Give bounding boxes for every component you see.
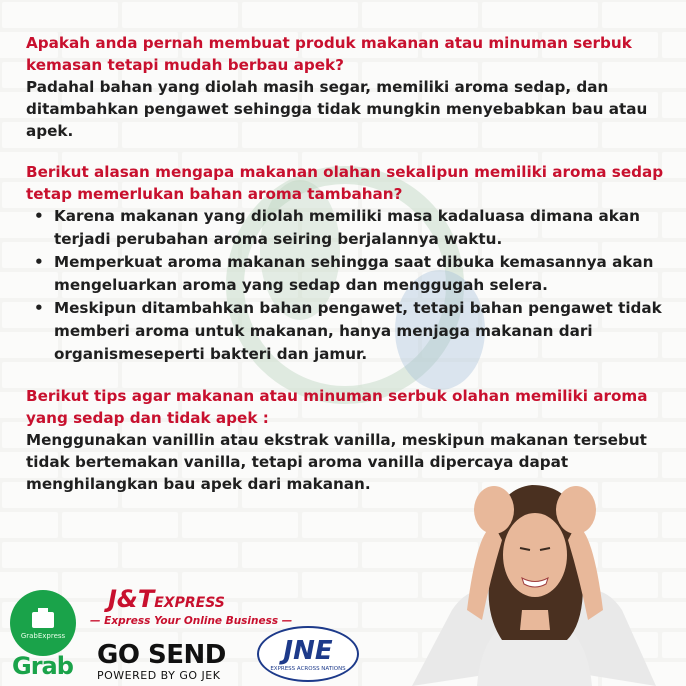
package-icon bbox=[10, 590, 76, 656]
jt-tagline: — Express Your Online Business — bbox=[90, 615, 293, 627]
grab-express-label: GrabExpress bbox=[20, 632, 66, 640]
intro-question: Apakah anda pernah membuat produk makanan atau minuman serbuk kemasan tetapi mudah berbau apek? bbox=[26, 34, 632, 74]
main-text bbox=[26, 32, 666, 495]
jne-logo bbox=[257, 626, 359, 682]
reasons-list bbox=[26, 205, 666, 366]
intro-answer: Padahal bahan yang diolah masih segar, memiliki aroma sedap, dan ditambahkan pengawet sehingga tidak mungkin menyebabkan bau atau apek. bbox=[26, 78, 648, 140]
list-item: • Meskipun ditambahkan bahan pengawet, tetapi bahan pengawet tidak memberi aroma untuk makanan, hanya menjaga makanan dari organismeseperti bakteri dan jamur. bbox=[54, 297, 666, 366]
tips-body: Menggunakan vanillin atau ekstrak vanilla, meskipun makanan tersebut tidak bertemakan vanilla, tetapi aroma vanilla dipercaya dapat menghilangkan bau apek dari makanan. bbox=[26, 431, 647, 493]
list-item: • Memperkuat aroma makanan sehingga saat dibuka kemasannya akan mengeluarkan aroma yang sedap dan menggugah selera. bbox=[54, 251, 666, 297]
jt-brand: J&T bbox=[108, 585, 155, 613]
grab-logo-text: Grab bbox=[12, 652, 73, 680]
list-item: • Karena makanan yang diolah memiliki masa kadaluasa dimana akan terjadi perubahan aroma seiring berjalannya waktu. bbox=[54, 205, 666, 251]
gojek-powered-by: POWERED BY GO JEK bbox=[97, 669, 221, 682]
stressed-woman-image bbox=[382, 470, 686, 686]
grab-express-logo bbox=[10, 590, 76, 656]
jne-brand: JNE bbox=[283, 636, 333, 666]
jt-express-word: EXPRESS bbox=[154, 595, 225, 611]
jt-express-logo bbox=[108, 585, 225, 613]
tips-heading: Berikut tips agar makanan atau minuman serbuk olahan memiliki aroma yang sedap dan tidak apek : bbox=[26, 387, 648, 427]
gosend-logo: GO SEND bbox=[97, 640, 226, 670]
reasons-heading: Berikut alasan mengapa makanan olahan sekalipun memiliki aroma sedap tetap memerlukan bahan aroma tambahan? bbox=[26, 163, 664, 203]
jne-tagline: EXPRESS ACROSS NATIONS bbox=[270, 666, 346, 672]
